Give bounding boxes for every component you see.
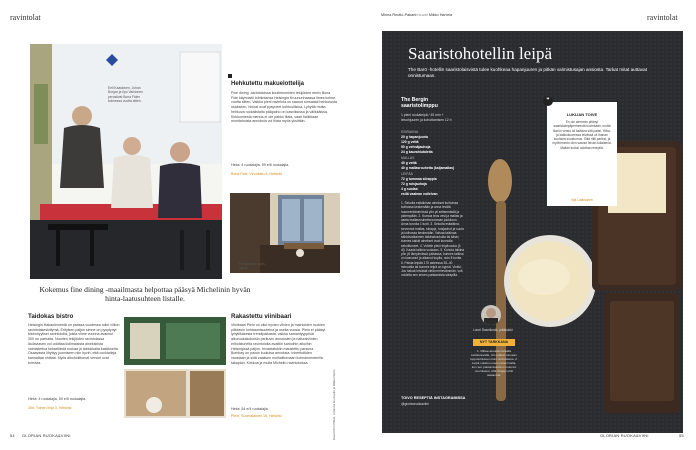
tips-text: 1. Mittaa ainekset tarkalla keittiövaa'alla, niin pääset samaan lopputulokseen kuin ravintolassa. 2. Leipä maistuu usein paremmalta, kun sen paistamisesta on kulunut vuorokausi, sillä siirappi ehtii tasaantua. (470, 349, 518, 377)
dining-room-photo (230, 193, 340, 273)
ingredient-section-2: MALLAS (401, 156, 415, 160)
article-title: Saaristohotellin leipä (408, 44, 552, 63)
bistro-address: 300, Toinen linja 3, Helsinki (28, 406, 72, 410)
bullet-square (228, 74, 232, 78)
tip-heading: NYT TARKKANA (473, 339, 515, 346)
ingredient-1b: 120 g vettä (401, 140, 419, 144)
footer-page-number-right: 55 (679, 433, 684, 438)
byline (381, 13, 452, 17)
chef-avatar (481, 305, 501, 325)
ingredient-3d: esitä vaalean voileivan (401, 192, 438, 196)
bistro-price: Hinta: 4 ruokalajia, 59 e/5 ruokalajia. (28, 397, 87, 401)
section-label-right: ravintolat (647, 13, 678, 22)
byline-mid: kuvat (418, 13, 428, 17)
quote-icon: ❞ (543, 96, 553, 106)
bistro-text: Helsingin Hakaniemestä on parissa vuodessa tullut viikon ravintolakeskittymä. Erityisen paljon simne on pysytynyt bistrohyyliset ravintololla, joista viime vuonna avannut 300 on parhaita. Nuorten tekijöiden ravintolassa laulaviasen voi odottaa kollmaisista ainekskista valmistettua kekseliästä ruokaa ja taidokkaita kastikkeita. Osaavasta lihyttyy juomiseen niin hyvin, että cocktaileja kannattaa ohittaa. Myös alkoholittomat versiot ovat toimivia. (28, 323, 120, 365)
instagram-heading: TOIVO RESEPTIÄ INSTAGRAMISSA (401, 396, 466, 400)
ingredient-section-1: ESIRAKNA (401, 130, 419, 134)
column-price: Hinta: 4 ruokalajia, 59 e/6 ruokalajia. (231, 163, 290, 167)
recipe-title: The Bergin saaristolimppu (401, 97, 438, 109)
bistro-heading: Taidokas bistro (28, 313, 74, 320)
column-address: Bona Fide, Vironkatu 8, Helsinki (231, 172, 283, 176)
reader-wish-card (546, 98, 617, 206)
ingredient-1d: 24 g kaurahiutaleita (401, 150, 433, 154)
recipe-yield: 1 pieni ruokaleipä / 45 min + leivohjuuren ja kohottamisen 12 h (401, 113, 452, 122)
photo-caption: Eeli Kaaskinen, Johan Borgar ja Ilpo Vainionen perustivat Bona Fiden kolmessa vuotta sitten. (108, 86, 143, 103)
footer-page-number: 54 (10, 433, 15, 438)
ingredient-3b: 72 g ruisjauhoja (401, 182, 427, 186)
byline-author: Minna Reutio-Pakarin (381, 13, 418, 17)
ingredient-2b: 40 g mallasrouhetta (kaljamallas) (401, 166, 455, 170)
ingredient-1a: 20 g hapanjuuria (401, 135, 428, 139)
footer-brand: GLORIAN RUOKA&VIINI (22, 433, 71, 438)
ingredient-3a: 72 g tummaa siirappia (401, 177, 437, 181)
winebar-heading: Rakastettu viinibaari (231, 313, 292, 320)
section-label: ravintolat (10, 13, 41, 22)
footer-brand-right: GLORIAN RUOKA&VIINI (600, 433, 649, 438)
chef-caption: Lauri Saarikoski, pääkokki (473, 328, 513, 332)
winebar-address: Plein, Suomalainen 16, Helsinki (231, 414, 282, 418)
small-caption: Pienissä on myös rasua. (239, 262, 265, 271)
recipe-steps: 1. Sekoita esitaikinan ainekset kuihoissa kulhossa keskenään ja anna levätä huoneenlämmössä yön yli seitsemästä ja pidempään. 2. Kumoa teos vesi ja mallas ja aseta mallasrouhetta tumman joukkoon. Anna turvota 1 tunti. 3. Sekoita esitaikina, turvonnut mallas, siirappi, ruisjauhot ja suola ja kulhossa keskenään. Valvaa taikinaa sähkövatkaimen taikinakoukulla tai käsin, kunnes kaikki ainekset ovat kunnolla sekoittuneet. 4. Voitele pieni leipävuoka (4 dl). Kaada taikina vuokaan. 5. Kohota taikina yön yli lämpimässä paikassa, kunnes taikina on kasvanut ja alkanut kuplia, noin 8 tuntia. 6. Paista leipää 175 asteessa 35–40 minuuttia tai kunnes leipä on kypsä. Vinkki: Jos haluat leivästä vielä mehevämmän, voit voidella sen ennen paistamista siirapilla. (401, 201, 465, 278)
reader-wish-name: Iida Laaksonen (571, 198, 593, 202)
photo-credit: Kuvat Pirin Pillioti, Johanna Eronvetts ja Mikko Nerrio (332, 369, 336, 440)
right-page (348, 0, 696, 450)
instagram-handle: @glorianruokaviini (401, 402, 429, 406)
byline-photographer: Mikko Harrela (428, 13, 453, 17)
restaurant-team-photo (30, 44, 222, 279)
column-text: Fine dining -ravintoloissa koulintuneiden tekijöiden remix Bona Fide käynnistii toimintansa Helsingin Kruununhaassa ilmes kolme vuotta sitten. Vaikka pieni ravintola on saanut runsaasti hehkutusta osakseen, hinnat ovat pysyneet kohtuullisina. Lyhyttä mutta hehkuva ruokalistalta pääpaino on kasviksissa ja välikkäissa. Kirkkomiesta menua ei ole pakko tilata, vaan kaikkiaan monitahoista annoksia voi tilata myös yksittäin. (231, 91, 338, 124)
article-lead: The Barö -hotellin saaristolaisvistä tulee kuohkeaa hapanjuuren ja pitkän valmistusajan ansiosta. Tarkat mitat auttavat onnistumaan. (408, 67, 647, 78)
ingredient-3c: 4 g suolaa (401, 187, 418, 191)
ingredient-2a: 40 g vettä (401, 161, 417, 165)
column-heading: Hehkutettu makuelottelija (231, 81, 305, 87)
reader-wish-text: En ole aiemmin pitänyt saaristoleipäperheestä kovinkaan, mutta Barön versio oli kaikkea sitä paitsi. Hiiva- ja kakkukuoressa leivässä oli ihanan kuohkea koostumus. Siitä riitti pariksi, ja myöhemmin olen saanut leivän tuliaisena. Mallan tuoksi odottaa reseptiä. (552, 120, 612, 150)
headline: Kokemus fine dining -maailmasta helpottaa pääsyä Michelinin hyvän hinta-laatusuhteen listalle. (39, 285, 251, 304)
bistro-photos (124, 317, 226, 418)
reader-wish-heading: LUKIJAN TOIVE (566, 112, 598, 117)
ingredient-1c: 90 g vehnäjauhoja (401, 145, 431, 149)
ingredient-section-3: LEIPÄÄ (401, 172, 413, 176)
winebar-price: Hinta: 54 e/4 ruokalajia. (231, 407, 269, 411)
winebar-text: Viinibaari Plein on ollut hyvien viinien ja mainioiden ruokien piilotavin kohtaamisuuteina ja useita vuosia. Plein ei pääsyt lyhytlikäsesta trendipaikasta, vaikka samantyyppisiä alkuruokakokoisin perituvin annoksien ja naturalviinien erikoistuneita ravintoloita avattiin samoihin aikoihin Helsingissä paljon. Irroastatukiin maustettu parsuna Bombay on paloin kuuluisa annoksia. Inkerttoitiden vaustaan ja siitä vaalisen muihaittomaan kolmannenteella takapäin. Kirkkoa ja muita Michelin-ravintoloissa. (231, 323, 326, 365)
